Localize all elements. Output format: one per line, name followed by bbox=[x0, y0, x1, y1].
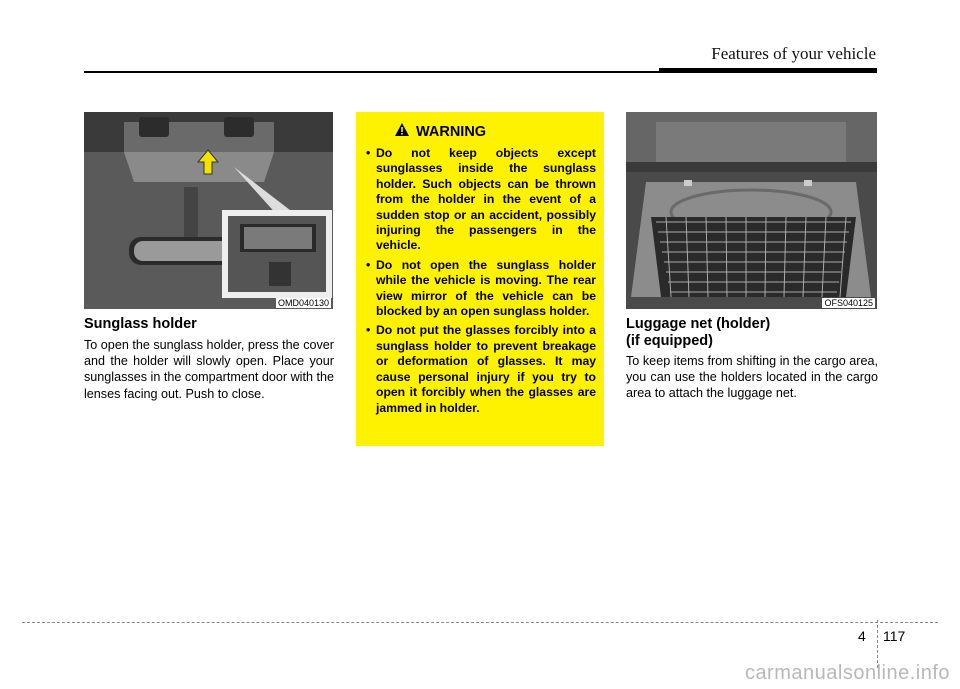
warning-item: • Do not keep objects except sunglasses inside the sunglass holder. Such objects can be thrown from the holder in the event of a sudden stop or an accident, possibly injuring the passengers in the vehicle. bbox=[366, 146, 596, 254]
footer-divider bbox=[877, 620, 878, 668]
chapter-number: 4 bbox=[858, 628, 866, 644]
luggage-net-heading-line2: (if equipped) bbox=[626, 333, 713, 349]
warning-item: • Do not put the glasses forcibly into a sunglass holder to prevent breakage or deformation of glasses. It may cause personal injury if you try to open it forcibly when the glasses are jammed in holder. bbox=[366, 323, 596, 415]
luggage-net-figure bbox=[626, 112, 877, 309]
watermark: carmanualsonline.info bbox=[744, 662, 950, 684]
sunglass-holder-body: To open the sunglass holder, press the cover and the holder will slowly open. Place your sunglasses in the compartment door with the lenses facing out. Push to close. bbox=[84, 338, 334, 401]
footer-rule bbox=[22, 622, 938, 623]
warning-title: WARNING bbox=[416, 124, 487, 140]
luggage-net-heading-line1: Luggage net (holder) bbox=[626, 316, 771, 332]
figure-code: OMD040130 bbox=[277, 298, 329, 308]
page-number: 117 bbox=[883, 628, 906, 644]
header-rule-accent bbox=[659, 68, 877, 73]
running-header: Features of your vehicle bbox=[711, 44, 876, 63]
luggage-net-heading bbox=[626, 316, 770, 350]
figure-code: OFS040125 bbox=[824, 298, 873, 308]
header-rule bbox=[84, 71, 659, 73]
warning-list bbox=[366, 146, 596, 416]
sunglass-holder-figure bbox=[84, 112, 333, 309]
sunglass-holder-heading: Sunglass holder bbox=[84, 316, 197, 332]
luggage-net-body: To keep items from shifting in the cargo area, you can use the holders located in the cargo area to attach the luggage net. bbox=[626, 354, 878, 401]
warning-triangle-icon bbox=[394, 122, 410, 142]
warning-box bbox=[356, 112, 604, 446]
warning-header bbox=[394, 122, 596, 142]
warning-item: • Do not open the sunglass holder while the vehicle is moving. The rear view mirror of the vehicle can be blocked by an open sunglass holder. bbox=[366, 258, 596, 320]
